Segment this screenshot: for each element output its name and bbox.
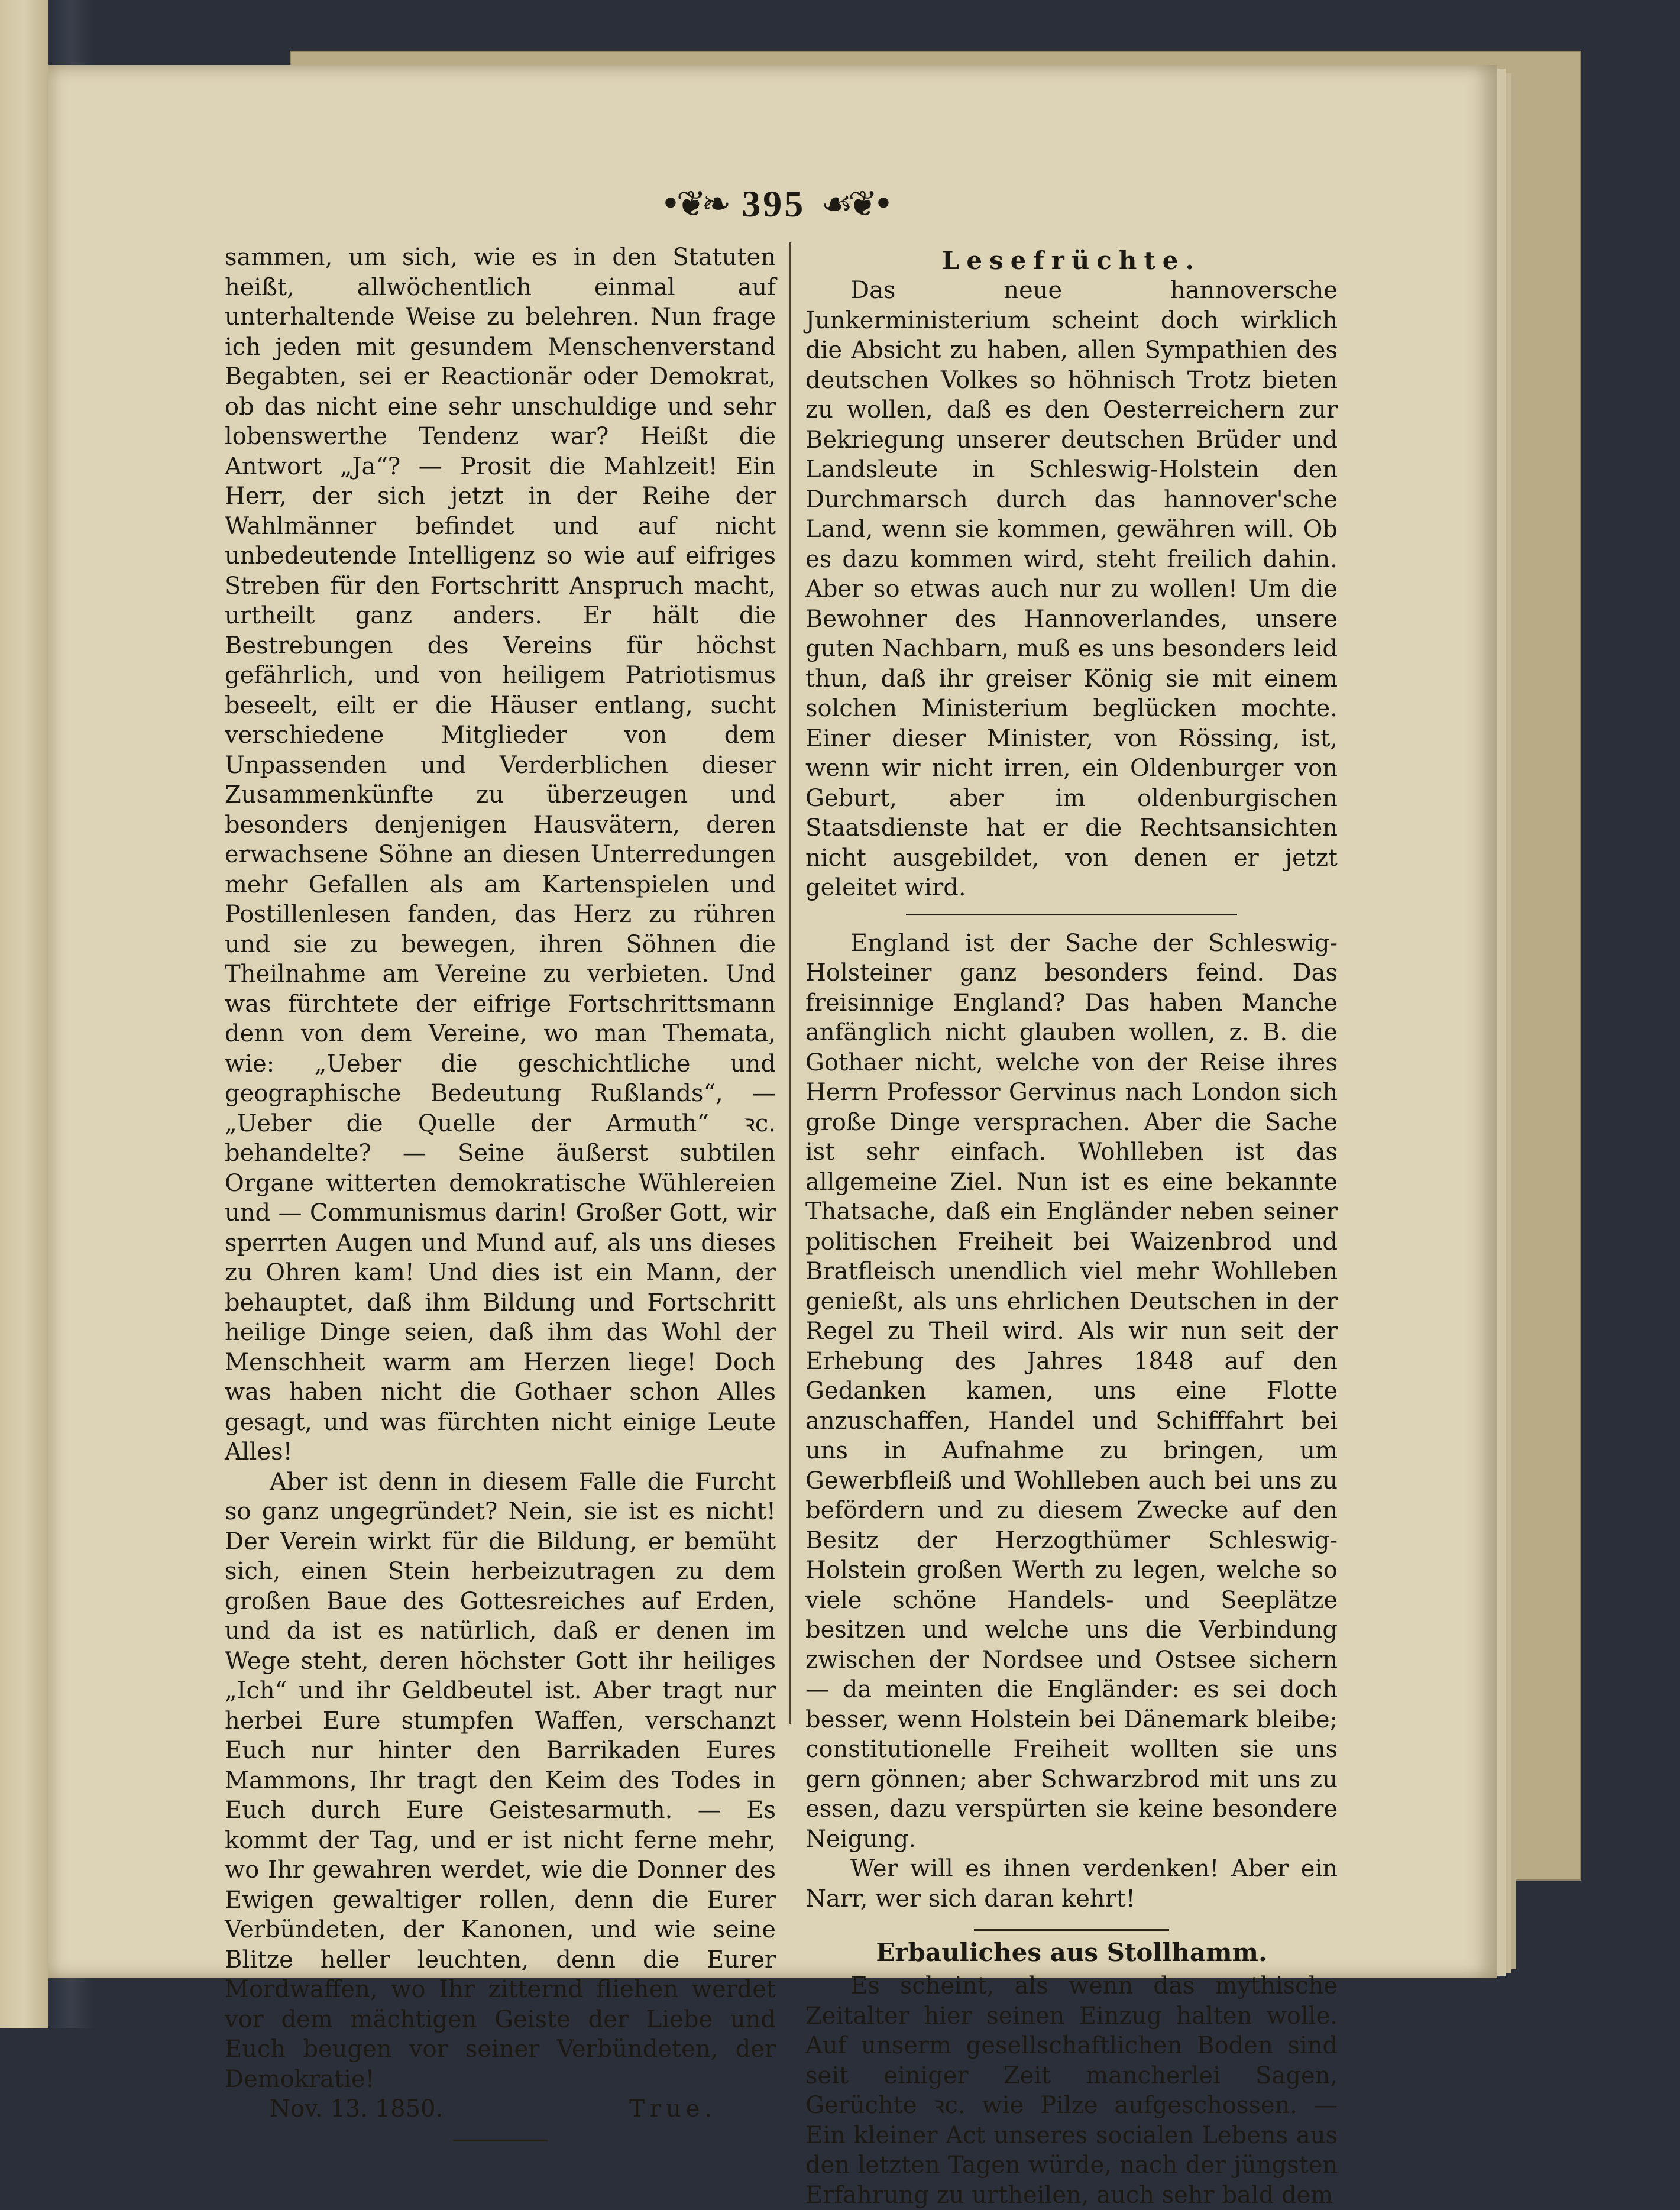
page-edge [1497, 69, 1506, 1976]
right-column [805, 242, 1338, 2210]
paragraph: Aber ist denn in diesem Falle die Furcht so ganz ungegründet? Nein, sie ist es nicht! Der Verein wirkt für die Bildung, er bemüht sich, einen Stein herbeizutragen zu dem großen Baue des Gottesreiches auf Erden, und da ist es natürlich, daß er denen im Wege steht, deren höchster Gott ihr heiliges „Ich“ und ihr Geldbeutel ist. Aber tragt nur herbei Eure stumpfen Waffen, verschanzt Euch nur hinter den Barrikaden Eures Mammons, Ihr tragt den Keim des Todes in Euch durch Eure Geistesarmuth. — Es kommt der Tag, und er ist nicht ferne mehr, wo Ihr gewahren werdet, wie die Donner des Ewigen gewaltiger rollen, denn die Eurer Verbündeten, der Kanonen, und wie seine Blitze heller leuchten, denn die Eurer Mordwaffen, wo Ihr zitternd fliehen werdet vor dem mächtigen Geiste der Liebe und Euch beugen vor seiner Verbündeten, der Demokratie! [225, 1468, 776, 2093]
article-title: Lesefrüchte. [941, 246, 1202, 275]
section-rule [906, 914, 1237, 915]
paragraph: Wer will es ihnen verdenken! Aber ein Narr, wer sich daran kehrt! [805, 1855, 1338, 1913]
page-header [627, 177, 922, 231]
ornament-right-icon: ☙❦• [821, 183, 889, 225]
paragraph: Es scheint, als wenn das mythische Zeitalter hier seinen Einzug halten wolle. Auf unserm gesellschaftlichen Boden sind seit einiger Zeit mancherlei Sagen, Gerüchte ꝛc. wie Pilze aufgeschossen. — Ein kleiner Act unseres socialen Lebens aus den letzten Tagen würde, nach der jüngsten Erfahrung zu urtheilen, auch sehr bald dem [805, 1972, 1338, 2209]
author-signature: True. [629, 2095, 717, 2122]
paragraph: sammen, um sich, wie es in den Statuten heißt, allwöchentlich einmal auf unterhaltende Weise zu belehren. Nun frage ich jeden mit gesundem Menschenverstand Begabten, sei er Reactionär oder Demokrat, ob das nicht eine sehr unschuldige und sehr lobenswerthe Tendenz war? Heißt die Antwort „Ja“? — Prosit die Mahlzeit! Ein Herr, der sich jetzt in der Reihe der Wahlmänner befindet und auf nicht unbedeutende Intelligenz so wie auf eifriges Streben für den Fortschritt Anspruch macht, urtheilt ganz anders. Er hält die Bestrebungen des Vereins für höchst gefährlich, und von heiligem Patriotismus beseelt, eilt er die Häuser entlang, sucht verschiedene Mitglieder von dem Unpassenden und Verderblichen dieser Zusammenkünfte zu überzeugen und besonders denjenigen Hausvätern, deren erwachsene Söhne an diesen Unterredungen mehr Gefallen als am Kartenspielen und Postillenlesen fanden, das Herz zu rühren und sie zu bewegen, ihren Söhnen die Theilnahme am Vereine zu verbieten. Und was fürchtete der eifrige Fortschrittsmann denn von dem Vereine, wo man Themata, wie: „Ueber die geschichtliche und geographische Bedeutung Rußlands“, — „Ueber die Quelle der Armuth“ ꝛc. behandelte? — Seine äußerst subtilen Organe witterten demokratische Wühlereien und — Communismus darin! Großer Gott, wir sperrten Augen und Mund auf, als uns dieses zu Ohren kam! Und dies ist ein Mann, der behauptet, daß ihm Bildung und Fortschritt heilige Dinge seien, daß ihm das Wohl der Menschheit warm am Herzen liege! Doch was haben nicht die Gothaer schon Alles gesagt, und was fürchten nicht einige Leute Alles! [225, 244, 776, 1465]
article-date: Nov. 13. 1850. [270, 2095, 444, 2122]
dateline [225, 2094, 776, 2124]
column-divider [789, 242, 791, 1724]
article-title: Erbauliches aus Stollhamm. [876, 1938, 1267, 1967]
paragraph: Das neue hannoversche Junkerministerium scheint doch wirklich die Absicht zu haben, allen Sympathien des deutschen Volkes so höhnisch Trotz bieten zu wollen, daß es den Oesterreichern zur Bekriegung unserer deutschen Brüder und Landsleute in Schleswig-Holstein den Durchmarsch durch das hannover'sche Land, wenn sie kommen, gewähren will. Ob es dazu kommen wird, steht freilich dahin. Aber so etwas auch nur zu wollen! Um die Bewohner des Hannoverlandes, unsere guten Nachbarn, muß es uns besonders leid thun, daß ihr greiser König sie mit einem solchen Ministerium beglücken mochte. Einer dieser Minister, von Rössing, ist, wenn wir nicht irren, ein Oldenburger von Geburt, aber im oldenburgischen Staatsdienste hat er die Rechtsansichten nicht ausgebildet, von denen er jetzt geleitet wird. [805, 277, 1338, 901]
book-spine [0, 0, 48, 2028]
end-rule [453, 2140, 548, 2141]
section-rule [974, 1929, 1169, 1931]
page-edge [1506, 73, 1511, 1973]
left-column [225, 242, 776, 2141]
ornament-left-icon: •❦❧ [660, 183, 727, 225]
page-edge [1511, 78, 1516, 1969]
paragraph: England ist der Sache der Schleswig-Holsteiner ganz besonders feind. Das freisinnige England? Das haben Manche anfänglich nicht glauben wollen, z. B. die Gothaer nicht, welche von der Reise ihres Herrn Professor Gervinus nach London sich große Dinge versprachen. Aber die Sache ist sehr einfach. Wohlleben ist das allgemeine Ziel. Nun ist es eine bekannte Thatsache, daß ein Engländer neben seiner politischen Freiheit bei Waizenbrod und Bratfleisch unendlich viel mehr Wohlleben genießt, als uns ehrlichen Deutschen in der Regel zu Theil wird. Als wir nun seit der Erhebung des Jahres 1848 auf den Gedanken kamen, uns eine Flotte anzuschaffen, Handel und Schifffahrt bei uns in Aufnahme zu bringen, um Gewerbfleiß und Wohlleben auch bei uns zu befördern und zu diesem Zwecke auf den Besitz der Herzogthümer Schleswig-Holstein großen Werth zu legen, welche so viele schöne Handels- und Seeplätze besitzen und welche uns die Verbindung zwischen der Nordsee und Ostsee sichern — da meinten die Engländer: es sei doch besser, wenn Holstein bei Dänemark bleibe; constitutionelle Freiheit wollten sie uns gern gönnen; aber Schwarzbrod mit uns zu essen, dazu verspürten sie keine besondere Neigung. [805, 929, 1338, 1853]
page-number: 395 [742, 183, 806, 225]
